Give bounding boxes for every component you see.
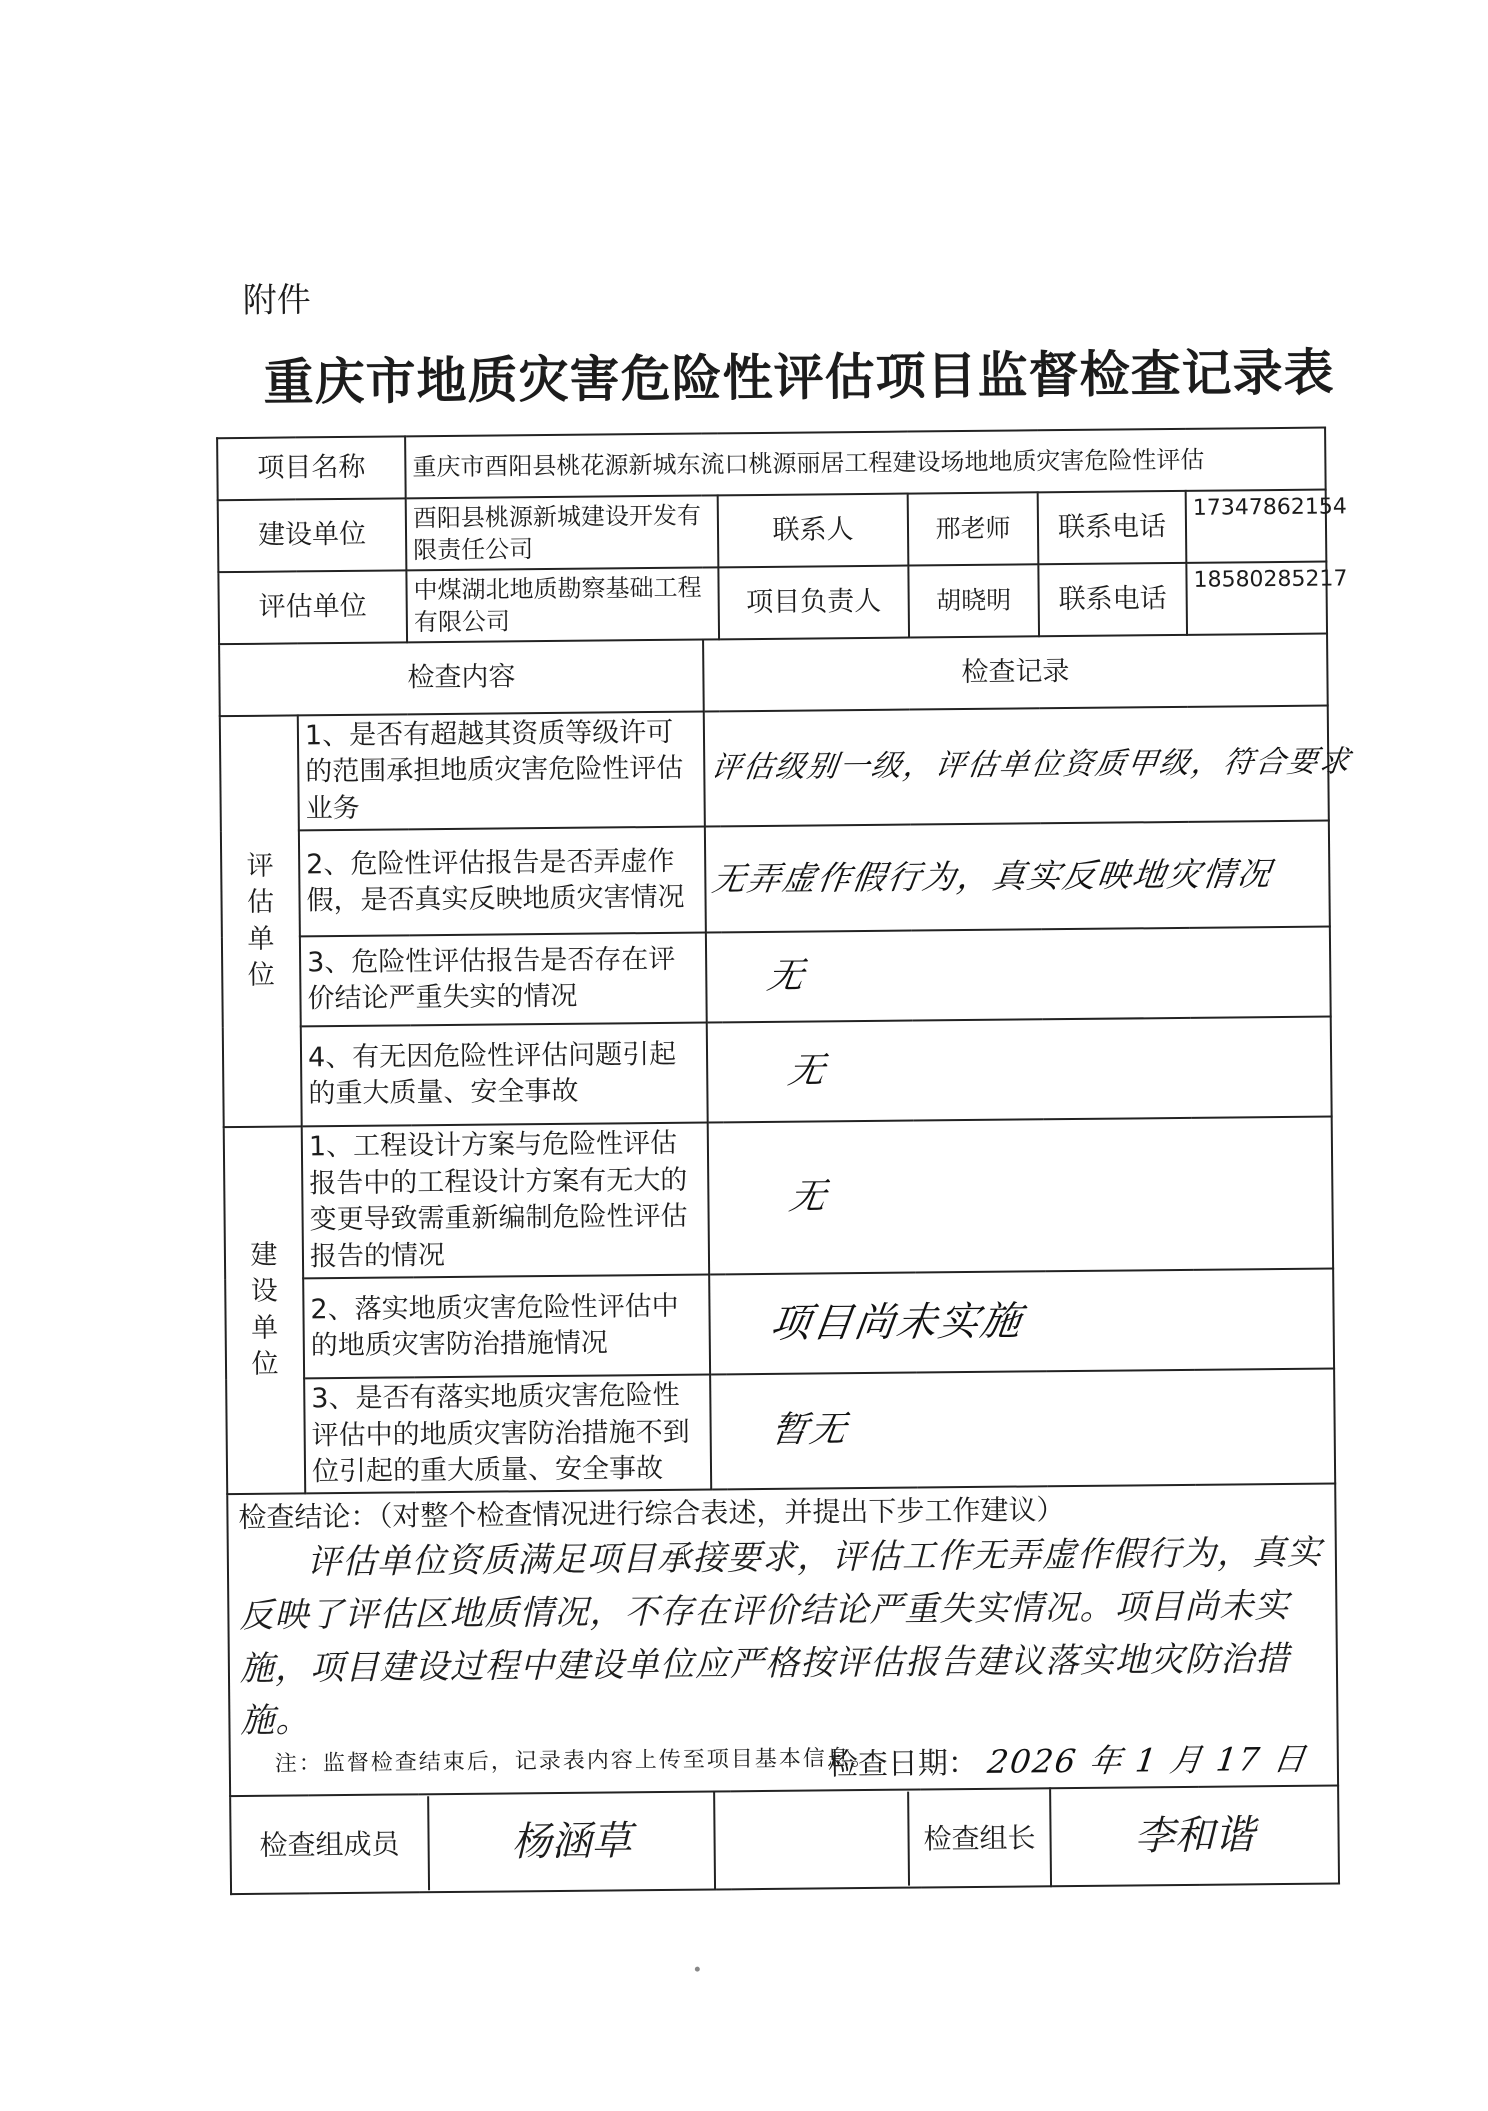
members-cell <box>230 1792 715 1895</box>
build-item-row <box>225 1269 1334 1380</box>
builder-phone-value: 17347862154 <box>1186 490 1327 563</box>
build-item-text: 1、工程设计方案与危险性评估报告中的工程设计方案有无大的变更导致需重新编制危险性评估报告的情况 <box>302 1123 709 1279</box>
handwritten-record: 暂无 <box>769 1409 851 1452</box>
members-signature: 杨涵草 <box>511 1818 632 1866</box>
builder-phone-label: 联系电话 <box>1038 491 1187 564</box>
build-group-label <box>224 1127 306 1495</box>
project-name-label: 项目名称 <box>217 436 406 500</box>
build-item-row <box>224 1117 1333 1279</box>
handwritten-record: 无弄虚作假行为，真实反映地灾情况 <box>709 854 1275 899</box>
check-content-header: 检查内容 <box>219 640 704 717</box>
build-item-text: 2、落实地质灾害危险性评估中的地质灾害防治措施情况 <box>303 1275 710 1379</box>
inspection-date-label: 检查日期： <box>827 1745 979 1783</box>
handwritten-record: 无 <box>785 1050 830 1092</box>
members-row <box>230 1786 1339 1895</box>
eval-item-record <box>704 706 1354 827</box>
contact-label: 联系人 <box>718 494 909 568</box>
handwritten-record: 项目尚未实施 <box>767 1298 1026 1348</box>
evaluator-label: 评估单位 <box>218 570 407 644</box>
contact-value: 邢老师 <box>908 492 1039 565</box>
members-signature-area <box>429 1814 714 1871</box>
eval-item-record <box>706 927 1331 1023</box>
scan-speck <box>695 1967 700 1972</box>
leader-signature-cell <box>1050 1786 1339 1887</box>
conclusion-handwritten-text: 评估单位资质满足项目承接要求，评估工作无弄虚作假行为，真实反映了评估区地质情况，不存在评价结论严重失实情况。项目尚未实施，项目建设过程中建设单位应严格按评估报告建议落实地灾防治措施。 <box>239 1532 1323 1742</box>
builder-row <box>218 490 1327 573</box>
leader-signature: 李和谐 <box>1134 1812 1255 1860</box>
handwritten-record: 无 <box>764 955 809 997</box>
build-item-text: 3、是否有落实地质灾害危险性评估中的地质灾害防治措施不到位引起的重大质量、安全事故 <box>304 1375 711 1494</box>
project-row <box>217 428 1326 501</box>
record-form-table <box>216 427 1354 1896</box>
build-item-row <box>226 1369 1335 1495</box>
evaluator-phone-value: 18580285217 <box>1186 562 1327 635</box>
evaluator-row <box>218 562 1327 645</box>
eval-item-record <box>705 821 1330 933</box>
inspection-date-value: 2026 年 1 月 17 日 <box>985 1739 1310 1781</box>
evaluator-value: 中煤湖北地质勘察基础工程有限公司 <box>406 567 719 642</box>
leader-role-label: 检查组长 <box>907 1791 1050 1886</box>
handwritten-record: 无 <box>786 1176 831 1218</box>
eval-item-record <box>707 1017 1332 1123</box>
conclusion-label: 检查结论：（对整个检查情况进行综合表述，并提出下步工作建议） <box>238 1493 1065 1535</box>
builder-label: 建设单位 <box>218 498 407 572</box>
eval-item-text: 2、危险性评估报告是否弄虚作假，是否真实反映地质灾害情况 <box>299 827 706 937</box>
members-label: 检查组成员 <box>231 1797 430 1893</box>
column-header-row <box>219 634 1328 717</box>
build-item-record <box>710 1369 1335 1490</box>
check-record-header: 检查记录 <box>703 634 1328 712</box>
eval-group-label <box>220 715 302 1127</box>
handwritten-record: 评估级别一级，评估单位资质甲级，符合要求 <box>709 744 1354 786</box>
eval-item-text: 1、是否有超越其资质等级许可的范围承担地质灾害危险性评估业务 <box>298 712 705 831</box>
eval-item-text: 4、有无因危险性评估问题引起的重大质量、安全事故 <box>301 1023 708 1127</box>
eval-item-row <box>222 927 1331 1028</box>
eval-group-text: 评估单位 <box>246 850 275 992</box>
eval-item-row <box>221 821 1330 938</box>
attachment-label: 附件 <box>242 280 311 321</box>
form-title: 重庆市地质灾害危险性评估项目监督检查记录表 <box>263 343 1335 412</box>
build-group-text: 建设单位 <box>250 1239 279 1381</box>
build-item-record <box>708 1117 1333 1275</box>
eval-item-row <box>223 1017 1332 1128</box>
project-name-value: 重庆市酉阳县桃花源新城东流口桃源丽居工程建设场地地质灾害危险性评估 <box>405 428 1326 499</box>
eval-item-row <box>220 706 1329 832</box>
evaluator-phone-label: 联系电话 <box>1038 563 1187 636</box>
members-blank-cell <box>714 1789 1051 1890</box>
builder-value: 酉阳县桃源新城建设开发有限责任公司 <box>406 495 719 570</box>
leader-value: 胡晓明 <box>908 564 1039 637</box>
eval-item-text: 3、危险性评估报告是否存在评价结论严重失实的情况 <box>300 933 707 1027</box>
footnote: 注：监督检查结束后，记录表内容上传至项目基本信息。 <box>274 1745 875 1777</box>
build-item-record <box>709 1269 1334 1375</box>
leader-label: 项目负责人 <box>718 566 909 640</box>
